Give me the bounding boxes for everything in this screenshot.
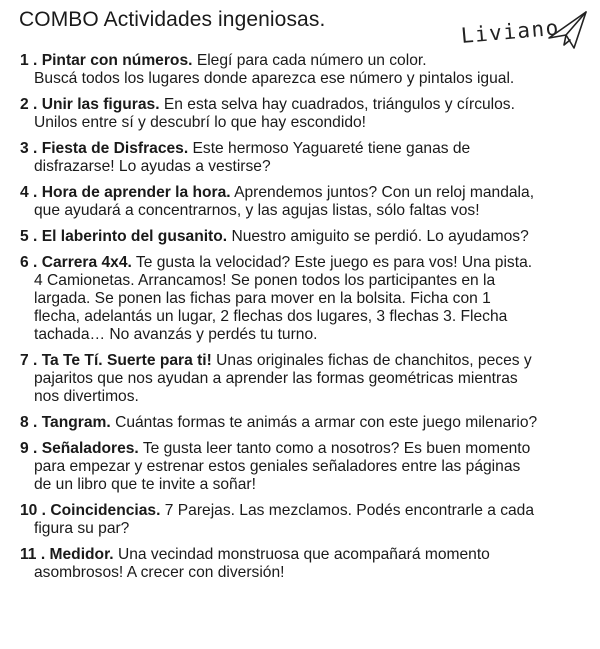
list-item: [20, 52, 592, 88]
item-number: 3 .: [20, 140, 38, 157]
item-first-line: [20, 502, 592, 520]
list-item: [20, 414, 592, 432]
item-text: Elegí para cada número un color.: [196, 52, 427, 69]
item-title: El laberinto del gusanito.: [41, 228, 228, 245]
list-item: [20, 228, 592, 246]
item-text: Este hermoso Yaguareté tiene ganas de: [192, 140, 471, 157]
list-item: [20, 502, 592, 538]
item-title: Fiesta de Disfraces.: [41, 140, 189, 157]
item-text: 4 Camionetas. Arrancamos! Se ponen todos los participantes en la: [34, 272, 496, 289]
item-number: 11 .: [20, 546, 46, 563]
item-text: Aprendemos juntos? Con un reloj mandala,: [234, 184, 535, 201]
item-first-line: [20, 184, 592, 202]
item-first-line: [20, 52, 592, 70]
list-item: [20, 184, 592, 220]
item-number: 7 .: [20, 352, 38, 369]
item-text: largada. Se ponen las fichas para mover en la bolsita. Ficha con 1: [34, 290, 491, 307]
item-text: Te gusta leer tanto como a nosotros? Es buen momento: [142, 440, 531, 457]
item-text: Buscá todos los lugares donde aparezca ese número y pintalos igual.: [34, 70, 515, 87]
item-text: disfrazarse! Lo ayudas a vestirse?: [34, 158, 271, 175]
item-text: Nuestro amiguito se perdió. Lo ayudamos?: [231, 228, 529, 245]
item-number: 5 .: [20, 228, 38, 245]
item-number: 1 .: [20, 52, 38, 69]
list-item: [20, 440, 592, 494]
item-number: 6 .: [20, 254, 38, 271]
list-item: [20, 96, 592, 132]
activity-list: [20, 52, 592, 582]
item-text: asombrosos! A crecer con diversión!: [34, 564, 285, 581]
item-text: figura su par?: [34, 520, 130, 537]
item-title: Medidor.: [49, 546, 114, 563]
item-first-line: [20, 352, 592, 370]
item-number: 4 .: [20, 184, 38, 201]
item-title: Pintar con números.: [41, 52, 193, 69]
item-title: Unir las figuras.: [41, 96, 160, 113]
item-number: 10 .: [20, 502, 47, 519]
brand-name: Liviano: [459, 15, 561, 48]
item-first-line: [20, 546, 592, 564]
item-text: que ayudará a concentrarnos, y las agujas listas, sólo faltas vos!: [34, 202, 480, 219]
item-text: 7 Parejas. Las mezclamos. Podés encontrarle a cada: [164, 502, 535, 519]
item-first-line: [20, 228, 592, 246]
item-text: flecha, adelantás un lugar, 2 flechas dos lugares, 3 flechas 3. Flecha: [34, 308, 508, 325]
item-text: Te gusta la velocidad? Este juego es para vos! Una pista.: [135, 254, 533, 271]
item-text: Unas originales fichas de chanchitos, peces y: [216, 352, 532, 369]
item-text: para empezar y estrenar estos geniales señaladores entre las páginas: [34, 458, 521, 475]
item-first-line: [20, 440, 592, 458]
list-item: [20, 546, 592, 582]
item-title: Ta Te Tí. Suerte para ti!: [41, 352, 212, 369]
item-first-line: [20, 254, 592, 272]
item-text: de un libro que te invite a soñar!: [34, 476, 256, 493]
item-number: 9 .: [20, 440, 38, 457]
item-text: Cuántas formas te animás a armar con este juego milenario?: [115, 414, 538, 431]
item-first-line: [20, 414, 592, 432]
item-title: Tangram.: [41, 414, 111, 431]
item-number: 2 .: [20, 96, 38, 113]
item-text: tachada… No avanzás y perdés tu turno.: [34, 326, 318, 343]
item-text: Unilos entre sí y descubrí lo que hay escondido!: [34, 114, 366, 131]
list-item: [20, 254, 592, 344]
item-title: Hora de aprender la hora.: [41, 184, 231, 201]
item-first-line: [20, 96, 592, 114]
item-text: nos divertimos.: [34, 388, 139, 405]
item-title: Coincidencias.: [50, 502, 161, 519]
item-text: Una vecindad monstruosa que acompañará momento: [117, 546, 490, 563]
item-title: Carrera 4x4.: [41, 254, 132, 271]
item-text: pajaritos que nos ayudan a aprender las formas geométricas mientras: [34, 370, 518, 387]
list-item: [20, 352, 592, 406]
paper-plane-icon: [546, 8, 590, 52]
list-item: [20, 140, 592, 176]
item-text: En esta selva hay cuadrados, triángulos y círculos.: [163, 96, 515, 113]
item-number: 8 .: [20, 414, 38, 431]
item-title: Señaladores.: [41, 440, 139, 457]
item-first-line: [20, 140, 592, 158]
page-title: COMBO Actividades ingeniosas.: [19, 8, 326, 31]
